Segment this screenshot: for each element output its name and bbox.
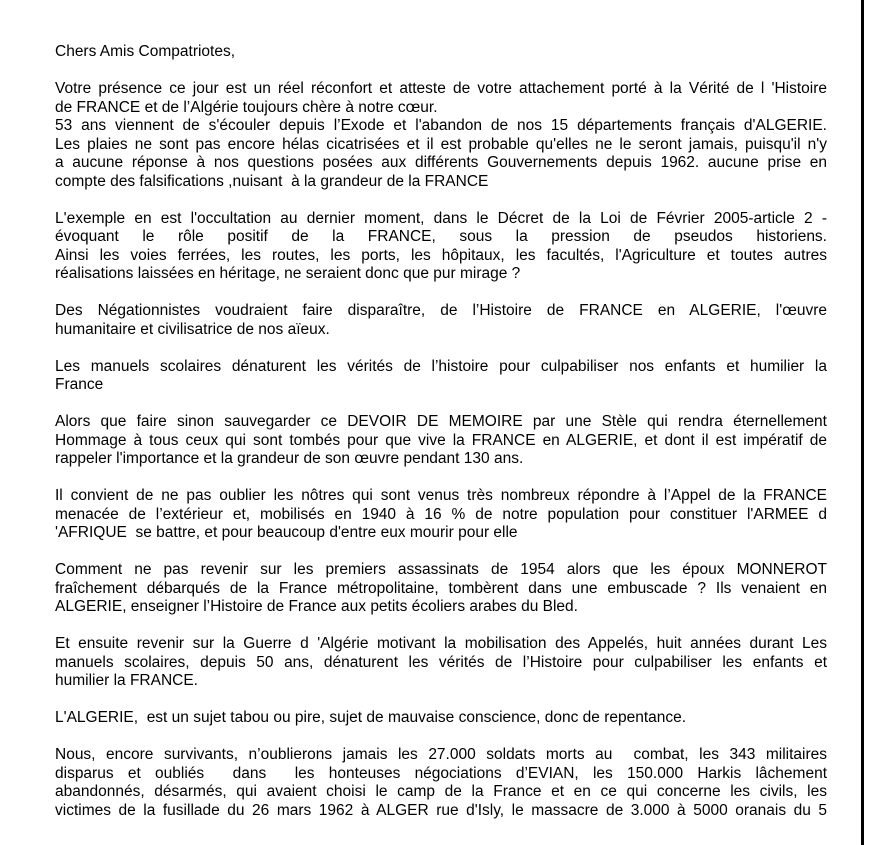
text-line: Chers Amis Compatriotes, bbox=[55, 43, 236, 60]
text-line: Nous, encore survivants, n’oublierons jamais les 27.000 soldats morts au combat, les 343 militaires bbox=[55, 746, 827, 763]
paragraph bbox=[55, 210, 827, 284]
text-line: abandonnés, désarmés, qui avaient choisi le camp de la France et en ce qui concerne les civils, les bbox=[55, 783, 827, 800]
text-block bbox=[55, 746, 827, 820]
text-block bbox=[55, 487, 827, 543]
text-line: compte des falsifications ,nuisant à la grandeur de la FRANCE bbox=[55, 172, 489, 190]
text-line: Il convient de ne pas oublier les nôtres qui sont venus très nombreux répondre à l’Appel de la FRANCE bbox=[55, 487, 827, 504]
text-line: de FRANCE et de l’Algérie toujours chère à notre cœur. bbox=[55, 98, 438, 116]
paragraph bbox=[55, 487, 827, 543]
text-line: Comment ne pas revenir sur les premiers assassinats de 1954 alors que les époux MONNEROT bbox=[55, 561, 827, 578]
paragraph bbox=[55, 561, 827, 617]
text-line: 53 ans viennent de s'écouler depuis l’Exode et l'abandon de nos 15 départements français d'ALGERIE. bbox=[55, 117, 827, 134]
paragraph bbox=[55, 709, 827, 728]
paragraph bbox=[55, 43, 827, 62]
paragraph bbox=[55, 80, 827, 117]
text-line: France bbox=[55, 376, 104, 393]
text-line: disparus et oubliés dans les honteuses négociations d’EVIAN, les 150.000 Harkis lâchement bbox=[55, 764, 827, 782]
text-block bbox=[55, 302, 827, 339]
text-line: réalisations laissées en héritage, ne seraient donc que pur mirage ? bbox=[55, 265, 521, 282]
document-content bbox=[55, 43, 827, 839]
text-line: rappeler l'importance et la grandeur de son œuvre pendant 130 ans. bbox=[55, 450, 524, 467]
text-line: manuels scolaires, depuis 50 ans, dénaturent les vérités de l’Histoire pour culpabiliser les enfants et bbox=[55, 653, 827, 671]
text-line: humilier la FRANCE. bbox=[55, 672, 198, 689]
paragraph bbox=[55, 117, 827, 191]
text-line: L'ALGERIE, est un sujet tabou ou pire, sujet de mauvaise conscience, donc de repentance. bbox=[55, 709, 687, 726]
text-line: L'exemple en est l'occultation au dernier moment, dans le Décret de la Loi de Février 2005-article 2 - bbox=[55, 209, 827, 227]
text-line: Des Négationnistes voudraient faire disparaître, de l’Histoire de FRANCE en ALGERIE, l'œuvre bbox=[55, 302, 827, 319]
text-block bbox=[55, 43, 827, 62]
text-line: menacée de l’extérieur et, mobilisés en 1940 à 16 % de notre population pour constituer l'ARMEE d bbox=[55, 505, 827, 523]
text-block bbox=[55, 561, 827, 617]
paragraph bbox=[55, 413, 827, 469]
text-line: Les manuels scolaires dénaturent les vérités de l’histoire pour culpabiliser nos enfants et humilier la bbox=[55, 357, 827, 375]
paragraph bbox=[55, 746, 827, 820]
text-line: Ainsi les voies ferrées, les routes, les ports, les hôpitaux, les facultés, l'Agriculture et toutes autres bbox=[55, 246, 827, 264]
text-line: Et ensuite revenir sur la Guerre d 'Algérie motivant la mobilisation des Appelés, huit années durant Les bbox=[55, 635, 827, 652]
text-block bbox=[55, 210, 827, 284]
text-line: Alors que faire sinon sauvegarder ce DEVOIR DE MEMOIRE par une Stèle qui rendra éternellement bbox=[55, 413, 827, 430]
text-block bbox=[55, 413, 827, 469]
text-line: a aucune réponse à nos questions posées aux différents Gouvernements depuis 1962. aucune prise en bbox=[55, 154, 827, 171]
text-block bbox=[55, 709, 827, 728]
paragraph bbox=[55, 302, 827, 339]
text-block bbox=[55, 358, 827, 395]
page-right-edge-line bbox=[861, 0, 864, 845]
text-line: 'AFRIQUE se battre, et pour beaucoup d'entre eux mourir pour elle bbox=[55, 524, 518, 541]
text-block bbox=[55, 635, 827, 691]
text-line: évoquant le rôle positif de la FRANCE, sous la pression de pseudos historiens. bbox=[55, 228, 827, 245]
text-line: Votre présence ce jour est un réel réconfort et atteste de votre attachement porté à la Vérité de l 'Histoire bbox=[55, 80, 827, 97]
text-line: humanitaire et civilisatrice de nos aïeux. bbox=[55, 320, 330, 338]
text-block bbox=[55, 80, 827, 191]
text-line: Hommage à tous ceux qui sont tombés pour que vive la FRANCE en ALGERIE, et dont il est impératif de bbox=[55, 431, 827, 449]
paragraph bbox=[55, 358, 827, 395]
text-line: Les plaies ne sont pas encore hélas cicatrisées et il est probable qu'elles ne le seront jamais, puisqu'il n'y bbox=[55, 135, 827, 153]
text-line: victimes de la fusillade du 26 mars 1962 à ALGER rue d'Isly, le massacre de 3.000 à 5000 oranais du 5 bbox=[55, 801, 827, 819]
paragraph bbox=[55, 635, 827, 691]
text-line: ALGERIE, enseigner l’Histoire de France aux petits écoliers arabes du Bled. bbox=[55, 598, 578, 615]
text-line: fraîchement débarqués de la France métropolitaine, tombèrent dans une embuscade ? Ils venaient en bbox=[55, 579, 827, 597]
